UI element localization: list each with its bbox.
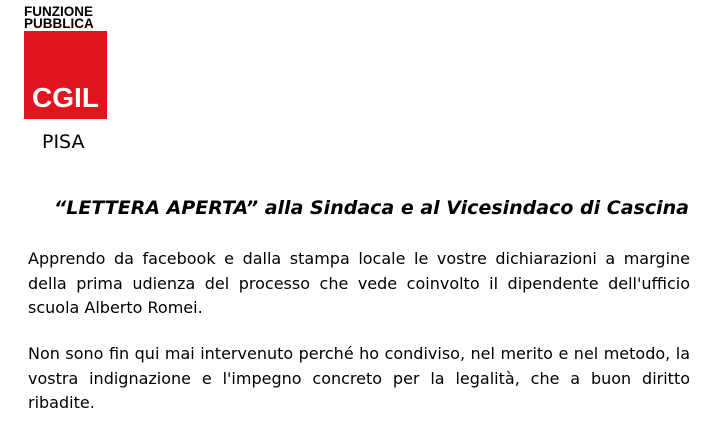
city-label: PISA bbox=[42, 131, 85, 153]
letter-title: “LETTERA APERTA” alla Sindaca e al Vicesindaco di Cascina bbox=[54, 197, 689, 219]
flag-wave-icon bbox=[32, 39, 98, 75]
paragraph-2: Non sono fin qui mai intervenuto perché ho condiviso, nel merito e nel metodo, la vostra indignazione e l'impegno concreto per la legalità, che a buon diritto ribadite. bbox=[28, 344, 690, 412]
logo-line-pubblica: PUBBLICA bbox=[24, 16, 94, 31]
logo-red-box bbox=[24, 31, 107, 119]
fp-cgil-logo bbox=[24, 6, 107, 119]
logo-line-funzione: FUNZIONE bbox=[24, 4, 93, 19]
logo-cgil-text: CGIL bbox=[32, 82, 99, 113]
paragraph-1: Apprendo da facebook e dalla stampa locale le vostre dichiarazioni a margine della prima udienza del processo che vede coinvolto il dipendente dell'ufficio scuola Alberto Romei. bbox=[28, 249, 690, 317]
